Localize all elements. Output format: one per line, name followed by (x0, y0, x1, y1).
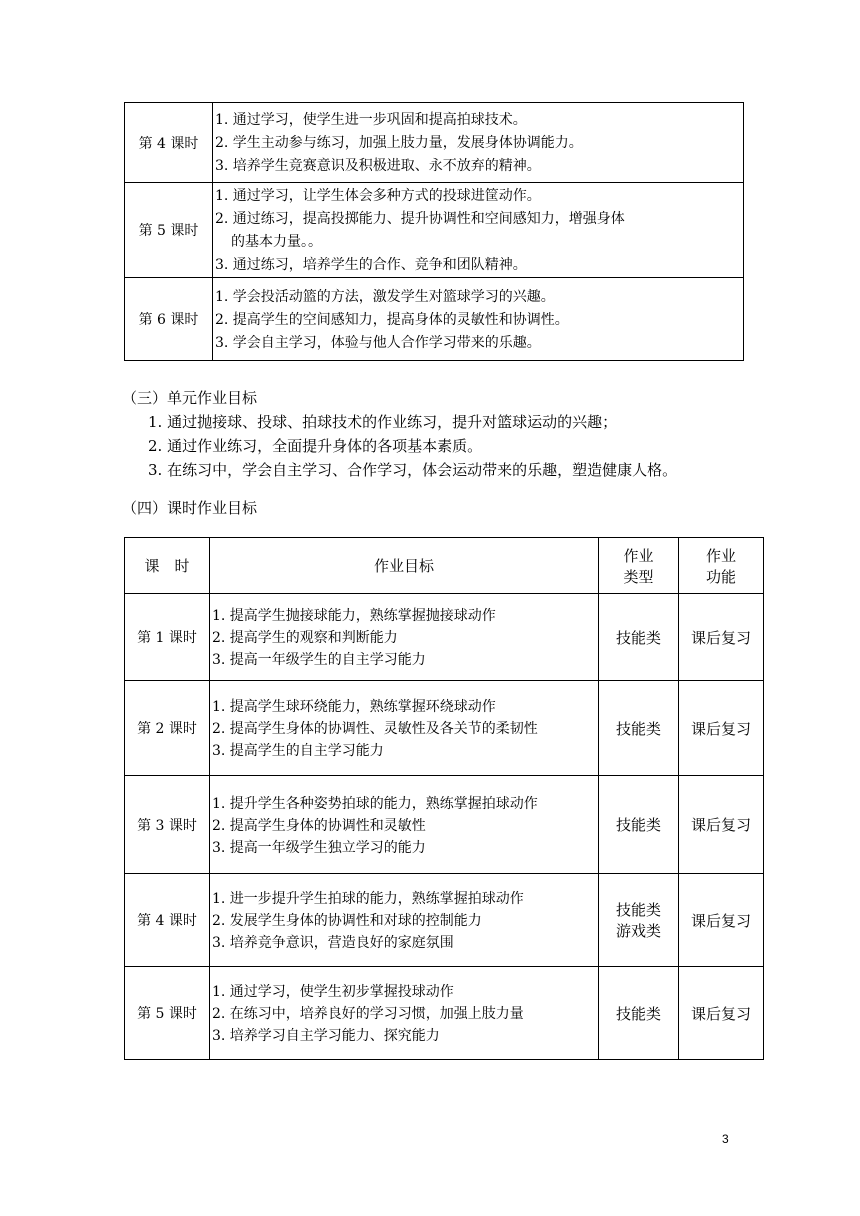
goals-cell (210, 874, 599, 967)
section-item: 3. 在练习中，学会自主学习、合作学习，体会运动带来的乐趣，塑造健康人格。 (148, 461, 678, 479)
header-lesson: 课 时 (125, 538, 210, 594)
goal-item: 2. 学生主动参与练习，加强上肢力量，发展身体协调能力。 (215, 135, 583, 151)
type-cell: 技能类 (599, 967, 679, 1060)
type-cell (599, 874, 679, 967)
function-cell: 课后复习 (679, 594, 764, 681)
function-cell: 课后复习 (679, 681, 764, 776)
table-row (125, 103, 744, 183)
goals-cell (213, 103, 744, 183)
goal-item: 1. 通过学习，让学生体会多种方式的投球进筐动作。 (215, 188, 541, 204)
goal-item: 1. 学会投活动篮的方法，激发学生对篮球学习的兴趣。 (215, 288, 555, 305)
goal-item: 3. 学会自主学习，体验与他人合作学习带来的乐趣。 (215, 334, 541, 351)
goals-cell (210, 681, 599, 776)
header-type-line: 类型 (623, 567, 654, 586)
header-goal: 作业目标 (210, 538, 599, 594)
type-cell: 技能类 (599, 594, 679, 681)
goal-item: 1. 提高学生抛接球能力，熟练掌握抛接球动作 (212, 608, 496, 624)
goals-cell (210, 594, 599, 681)
table-header-row (125, 538, 764, 594)
goal-item: 2. 在练习中，培养良好的学习习惯，加强上肢力量 (212, 1006, 524, 1022)
type-line: 游戏类 (615, 922, 661, 940)
goal-item: 2. 发展学生身体的协调性和对球的控制能力 (212, 913, 482, 929)
section-heading: （三）单元作业目标 (122, 389, 258, 407)
goals-cell (213, 278, 744, 361)
header-function-line: 功能 (705, 567, 736, 586)
table-row (125, 681, 764, 776)
goal-item: 3. 提高一年级学生独立学习的能力 (212, 839, 426, 856)
goal-item: 1. 通过学习，使学生进一步巩固和提高拍球技术。 (215, 112, 527, 128)
table-row (125, 278, 744, 361)
lesson-label: 第 5 课时 (125, 183, 213, 278)
goal-item: 2. 提高学生身体的协调性和灵敏性 (212, 817, 426, 834)
goal-item: 3. 提高学生的自主学习能力 (212, 743, 384, 759)
goal-item: 1. 提高学生球环绕能力，熟练掌握环绕球动作 (212, 699, 496, 715)
goal-item: 2. 提高学生的观察和判断能力 (212, 630, 398, 646)
lesson-label: 第 2 课时 (125, 681, 210, 776)
table-row (125, 776, 764, 874)
header-type-line: 作业 (623, 546, 654, 565)
function-cell: 课后复习 (679, 776, 764, 874)
page-number: 3 (722, 1132, 729, 1146)
function-cell: 课后复习 (679, 874, 764, 967)
goal-item: 2. 提高学生的空间感知力，提高身体的灵敏性和协调性。 (215, 311, 569, 328)
goal-item: 2. 提高学生身体的协调性、灵敏性及各关节的柔韧性 (212, 721, 538, 737)
lesson-label: 第 5 课时 (125, 967, 210, 1060)
type-cell: 技能类 (599, 776, 679, 874)
table-row (125, 183, 744, 278)
function-cell: 课后复习 (679, 967, 764, 1060)
goals-cell (213, 183, 744, 278)
table-row (125, 874, 764, 967)
header-type (599, 538, 679, 594)
lesson-label: 第 3 课时 (125, 776, 210, 874)
homework-goals-table (124, 537, 764, 1060)
lesson-goals-table (124, 102, 744, 361)
goal-item: 1. 通过学习，使学生初步掌握投球动作 (212, 984, 454, 1000)
goal-item: 2. 通过练习，提高投掷能力、提升协调性和空间感知力，增强身体 (215, 211, 625, 227)
goal-item: 3. 培养竞争意识，营造良好的家庭氛围 (212, 935, 454, 951)
type-cell: 技能类 (599, 681, 679, 776)
goal-item: 1. 提升学生各种姿势拍球的能力，熟练掌握拍球动作 (212, 795, 538, 812)
table-row (125, 594, 764, 681)
goals-cell (210, 967, 599, 1060)
lesson-label: 第 6 课时 (125, 278, 213, 361)
goal-item: 1. 进一步提升学生拍球的能力，熟练掌握拍球动作 (212, 891, 524, 907)
section-item: 1. 通过抛接球、投球、拍球技术的作业练习，提升对篮球运动的兴趣； (148, 413, 618, 431)
header-function-line: 作业 (705, 546, 736, 565)
goal-item: 3. 提高一年级学生的自主学习能力 (212, 652, 426, 668)
lesson-label: 第 4 课时 (125, 874, 210, 967)
goal-item: 的基本力量。。 (231, 234, 322, 250)
table-row (125, 967, 764, 1060)
goal-item: 3. 通过练习，培养学生的合作、竞争和团队精神。 (215, 257, 527, 273)
goals-cell (210, 776, 599, 874)
goal-item: 3. 培养学生竞赛意识及积极进取、永不放弃的精神。 (215, 158, 541, 174)
section-item: 2. 通过作业练习，全面提升身体的各项基本素质。 (148, 437, 483, 455)
header-function (679, 538, 764, 594)
section-heading: （四）课时作业目标 (122, 499, 258, 517)
goal-item: 3. 培养学习自主学习能力、探究能力 (212, 1028, 440, 1044)
lesson-label: 第 1 课时 (125, 594, 210, 681)
lesson-label: 第 4 课时 (125, 103, 213, 183)
type-line: 技能类 (615, 901, 661, 919)
